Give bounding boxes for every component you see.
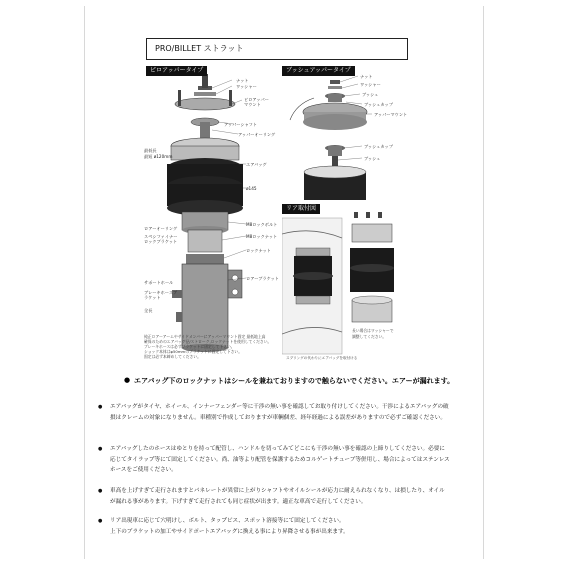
- paragraph-1: [98, 402, 470, 423]
- paragraph-1-bullet: ●: [98, 404, 103, 410]
- right-label-bush-cup-2: ブッシュカップ: [364, 144, 393, 149]
- right-label-washer: ワッシャー: [360, 82, 381, 87]
- rear-mount-diagram: [282, 204, 406, 368]
- paragraph-4: [98, 516, 470, 537]
- paragraph-3-bullet: ●: [98, 488, 103, 494]
- paragraph-4-bullet: ●: [98, 518, 103, 524]
- paragraph-2-line-2: 応じてタイラップ等にて固定してください。尚、油等より配管を保護するためコルゲートチューブ等併用し、場合によってはステンレス: [110, 456, 450, 463]
- paragraph-4-line-2: 上下のブラケットの加工やサイドポートエアバッグに換える事により昇降させる事が出来ます。: [110, 528, 349, 535]
- paragraph-3-line-1: 車高を上げすぎて走行されますとパネレートが異常に上がりシャフトやオイルシールが応力に耐えられなくなり、は損したり、オイル: [110, 488, 445, 494]
- paragraph-2-bullet: ●: [98, 446, 103, 452]
- left-note-4: ショック本体はφ50mmのブラケットに固定して下さい。: [144, 349, 242, 354]
- paragraph-1-line-2: 損はクレームの対象になりません。車種別で作成しておりますが車輌個差、経年経過による誤差がありますので必ずご確認ください。: [110, 414, 446, 421]
- right-label-nut: ナット: [360, 74, 373, 79]
- right-strut-diagram: [282, 64, 406, 202]
- left-note-3: ブレーキホースは必ずブラケットに固定して下さい。: [144, 344, 235, 349]
- label-upper-shaft: アッパーシャフト: [224, 122, 258, 127]
- right-label-bush: ブッシュ: [362, 92, 379, 97]
- label-m8-lock-bolt: M8ロックボルト: [246, 222, 278, 227]
- rear-mount-illustration: [282, 204, 406, 368]
- paragraph-2-line-3: ホースをご使用ください。: [110, 467, 177, 473]
- paragraph-3: [98, 486, 470, 507]
- right-label-bush-2: ブッシュ: [364, 156, 381, 161]
- label-nut: ナット: [236, 78, 249, 83]
- right-diagram-header: ブッシュアッパータイプ: [282, 66, 355, 76]
- label-min-length: 最低長: [144, 148, 157, 153]
- rear-label-adjust: 調整してください。: [352, 334, 387, 339]
- left-strut-illustration: [142, 64, 272, 372]
- rear-diagram-header: リア取付図: [282, 204, 320, 214]
- label-side-diameter: 最短 ø120mm: [144, 154, 173, 159]
- warning-content: エアバッグ下のロックナットはシールを兼ねておりますので触らないでください。エアーが漏れます。: [134, 377, 455, 385]
- label-lock-nut: ロックナット: [246, 248, 271, 253]
- label-airbag: エアバッグ: [246, 162, 267, 167]
- label-support-hole: サポートホール: [144, 280, 174, 285]
- label-total-length: 全長: [144, 308, 153, 313]
- warning-bullet: ●: [124, 376, 131, 384]
- document-title: PRO/BILLET ストラット: [146, 38, 408, 60]
- right-label-bush-cup: ブッシュカップ: [364, 102, 393, 107]
- label-pillow-mount: ピロアッパーマウント: [244, 97, 269, 107]
- paragraph-4-line-1: リア出現車に応じて穴明けし、ボルト、タップビス、スポット溶接等にて固定してください。: [110, 518, 345, 524]
- rear-label-spring-replace: スプリングの代わりにエアバッグを取付ける: [286, 356, 358, 360]
- label-brake-hose-bracket: ブレーキホースブラケット: [144, 290, 178, 300]
- right-label-upper-mount: アッパーマウント: [374, 112, 408, 117]
- rear-label-washer-adjust: 長い場合はワッシャーで: [352, 328, 394, 333]
- left-strut-diagram: [142, 64, 279, 372]
- label-m8-lock-nut: M8ロックナット: [246, 234, 278, 239]
- left-note-1: 純正ロアーアームやサイドメンバーにアッパーマウント固定 最低地上高: [144, 334, 266, 339]
- left-diagram-header: ピロアッパータイプ: [146, 66, 207, 76]
- paragraph-1-line-1: エアバッグがタイヤ、ホイール、インナーフェンダー等に干渉の無い事を確認してお取り付けしてください。干渉によるエアバッグの破: [110, 404, 449, 410]
- label-washer: ワッシャー: [236, 84, 257, 89]
- label-diameter-145: ø145: [246, 186, 257, 191]
- label-upper-oring: アッパーオーリング: [238, 132, 276, 137]
- paragraph-2: [98, 444, 470, 476]
- warning-text: [124, 376, 455, 386]
- paragraph-2-line-1: エアバッグしたのホースはゆとりを持って配管し、ハンドルを切ってみてどこにも干渉の無い事を確認の上締りしてください。必要に: [110, 446, 445, 452]
- label-lower-oring: ロアーオーリング: [144, 226, 178, 231]
- label-lower-bracket: ロアーブラケット: [246, 276, 279, 281]
- right-strut-illustration: [282, 64, 406, 202]
- left-note-2: 確保のためのエアバッグ径/ストローク,ロックナットを使用してください。: [144, 339, 272, 344]
- label-lock-bracket: スペシファイナーロックブラケット: [144, 234, 178, 244]
- paragraph-3-line-2: が漏れる事があります。下げすぎて走行されても同じ症状が出ます。適正な車高で走行してください。: [110, 498, 367, 505]
- left-note-5: 固定は必ず本締めしてください。: [144, 354, 201, 359]
